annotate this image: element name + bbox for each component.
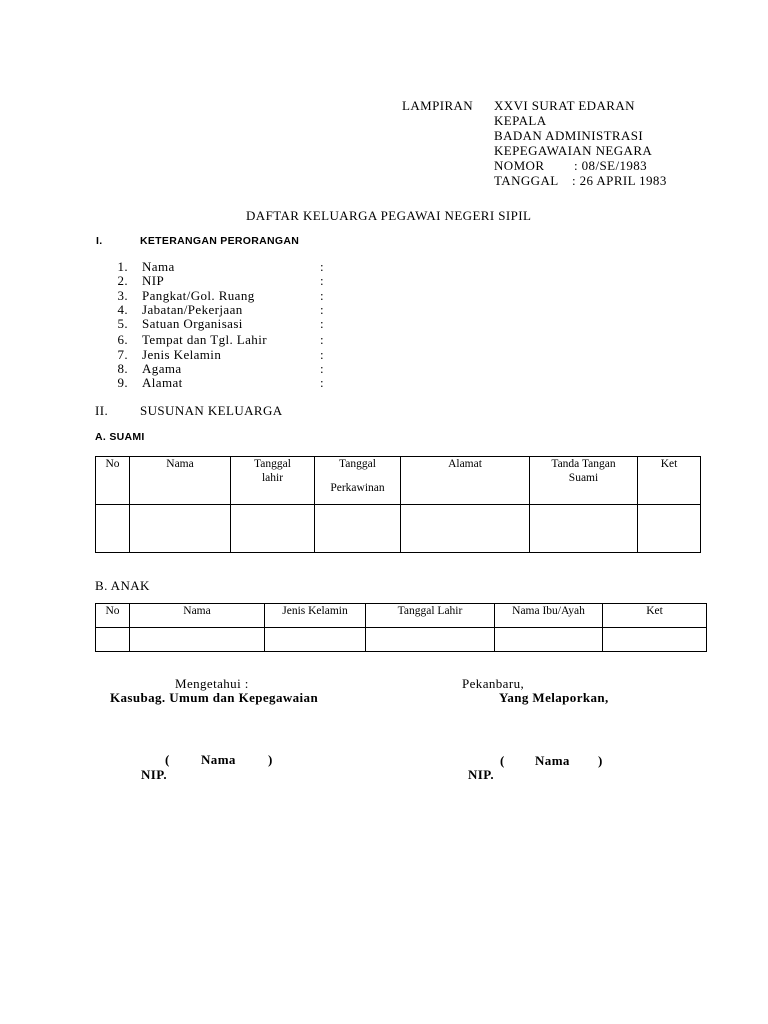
col-no: No — [96, 604, 130, 628]
item-number: 7. — [117, 346, 128, 362]
suami-table — [95, 456, 701, 553]
list-item — [112, 348, 352, 362]
section1-heading: KETERANGAN PERORANGAN — [140, 235, 300, 247]
nomor-row — [494, 158, 652, 173]
table-row — [96, 505, 701, 553]
document-title: DAFTAR KELUARGA PEGAWAI NEGERI SIPIL — [246, 208, 532, 223]
col-nama: Nama — [130, 604, 265, 628]
suami-heading: A. SUAMI — [95, 431, 145, 443]
header-line: XXVI SURAT EDARAN — [494, 98, 635, 113]
right-paren-open: ( — [500, 753, 505, 768]
item-label: Pangkat/Gol. Ruang — [142, 287, 255, 303]
item-number: 9. — [117, 375, 128, 391]
item-colon: : — [320, 273, 325, 289]
tanggal-row — [494, 173, 667, 188]
nomor-value: : 08/SE/1983 — [574, 158, 648, 173]
header-line: KEPALA — [494, 113, 547, 128]
right-signer-name: Nama — [535, 753, 570, 768]
item-colon: : — [320, 316, 325, 332]
table-cell[interactable] — [638, 505, 701, 553]
col-tanggal-lahir: Tanggal lahir — [231, 457, 315, 505]
header-line: BADAN ADMINISTRASI — [494, 128, 644, 143]
item-label: NIP — [142, 273, 165, 289]
list-item — [112, 260, 352, 274]
item-label: Jenis Kelamin — [142, 346, 222, 362]
left-caption: Mengetahui : — [175, 676, 249, 691]
item-label: Satuan Organisasi — [142, 316, 243, 332]
right-nip: NIP. — [468, 767, 495, 782]
item-number: 6. — [117, 332, 128, 348]
list-item — [112, 289, 352, 303]
header-block — [494, 98, 667, 188]
item-label: Jabatan/Pekerjaan — [142, 301, 243, 317]
table-cell[interactable] — [96, 505, 130, 553]
col-nama: Nama — [130, 457, 231, 505]
left-signer-title: Kasubag. Umum dan Kepegawaian — [110, 690, 319, 705]
col-alamat: Alamat — [401, 457, 530, 505]
col-tanda-tangan: Tanda Tangan Suami — [530, 457, 638, 505]
item-number: 8. — [117, 361, 128, 377]
list-item — [112, 333, 352, 347]
item-label: Agama — [142, 361, 182, 377]
table-cell[interactable] — [530, 505, 638, 553]
item-colon: : — [320, 259, 325, 274]
col-ket: Ket — [638, 457, 701, 505]
anak-table — [95, 603, 707, 652]
table-cell[interactable] — [366, 628, 495, 652]
item-colon: : — [320, 287, 325, 303]
col-no: No — [96, 457, 130, 505]
col-tanggal-lahir: Tanggal Lahir — [366, 604, 495, 628]
table-cell[interactable] — [265, 628, 366, 652]
left-nip: NIP. — [141, 767, 168, 782]
list-item — [112, 274, 352, 288]
item-label: Alamat — [142, 375, 183, 391]
col-tanggal-perkawinan: Tanggal Perkawinan — [315, 457, 401, 505]
personal-info-list — [112, 260, 352, 391]
list-item — [112, 376, 352, 390]
list-item — [112, 362, 352, 376]
table-cell[interactable] — [130, 505, 231, 553]
tanggal-value: : 26 APRIL 1983 — [572, 173, 667, 188]
col-jenis-kelamin: Jenis Kelamin — [265, 604, 366, 628]
right-signer-title: Yang Melaporkan, — [499, 690, 609, 705]
item-colon: : — [320, 332, 325, 348]
header-line: KEPEGAWAIAN NEGARA — [494, 143, 653, 158]
col-nama-ibu-ayah: Nama Ibu/Ayah — [495, 604, 603, 628]
item-label: Tempat dan Tgl. Lahir — [142, 332, 267, 348]
item-number: 1. — [117, 259, 128, 274]
item-number: 4. — [117, 301, 128, 317]
item-colon: : — [320, 361, 325, 377]
item-number: 5. — [117, 316, 128, 332]
tanggal-label: TANGGAL — [494, 173, 559, 188]
table-cell[interactable] — [315, 505, 401, 553]
table-header-row — [96, 457, 701, 505]
table-cell[interactable] — [231, 505, 315, 553]
table-cell[interactable] — [96, 628, 130, 652]
left-paren-open: ( — [165, 752, 170, 767]
left-signer-name: Nama — [201, 752, 236, 767]
table-row — [96, 628, 707, 652]
right-caption: Pekanbaru, — [462, 676, 525, 691]
lampiran-label: LAMPIRAN — [402, 98, 474, 113]
list-item — [112, 317, 352, 331]
item-colon: : — [320, 346, 325, 362]
right-paren-close: ) — [598, 753, 603, 768]
list-item — [112, 303, 352, 317]
item-label: Nama — [142, 259, 175, 274]
item-number: 2. — [117, 273, 128, 289]
item-colon: : — [320, 301, 325, 317]
table-cell[interactable] — [130, 628, 265, 652]
item-colon: : — [320, 375, 325, 391]
nomor-label: NOMOR — [494, 158, 545, 173]
table-header-row — [96, 604, 707, 628]
section2-heading: SUSUNAN KELUARGA — [140, 403, 283, 418]
left-paren-close: ) — [268, 752, 273, 767]
anak-heading: B. ANAK — [95, 578, 150, 593]
section2-number: II. — [95, 403, 109, 418]
section1-number: I. — [96, 235, 103, 247]
table-cell[interactable] — [401, 505, 530, 553]
table-cell[interactable] — [603, 628, 707, 652]
col-ket: Ket — [603, 604, 707, 628]
item-number: 3. — [117, 287, 128, 303]
table-cell[interactable] — [495, 628, 603, 652]
